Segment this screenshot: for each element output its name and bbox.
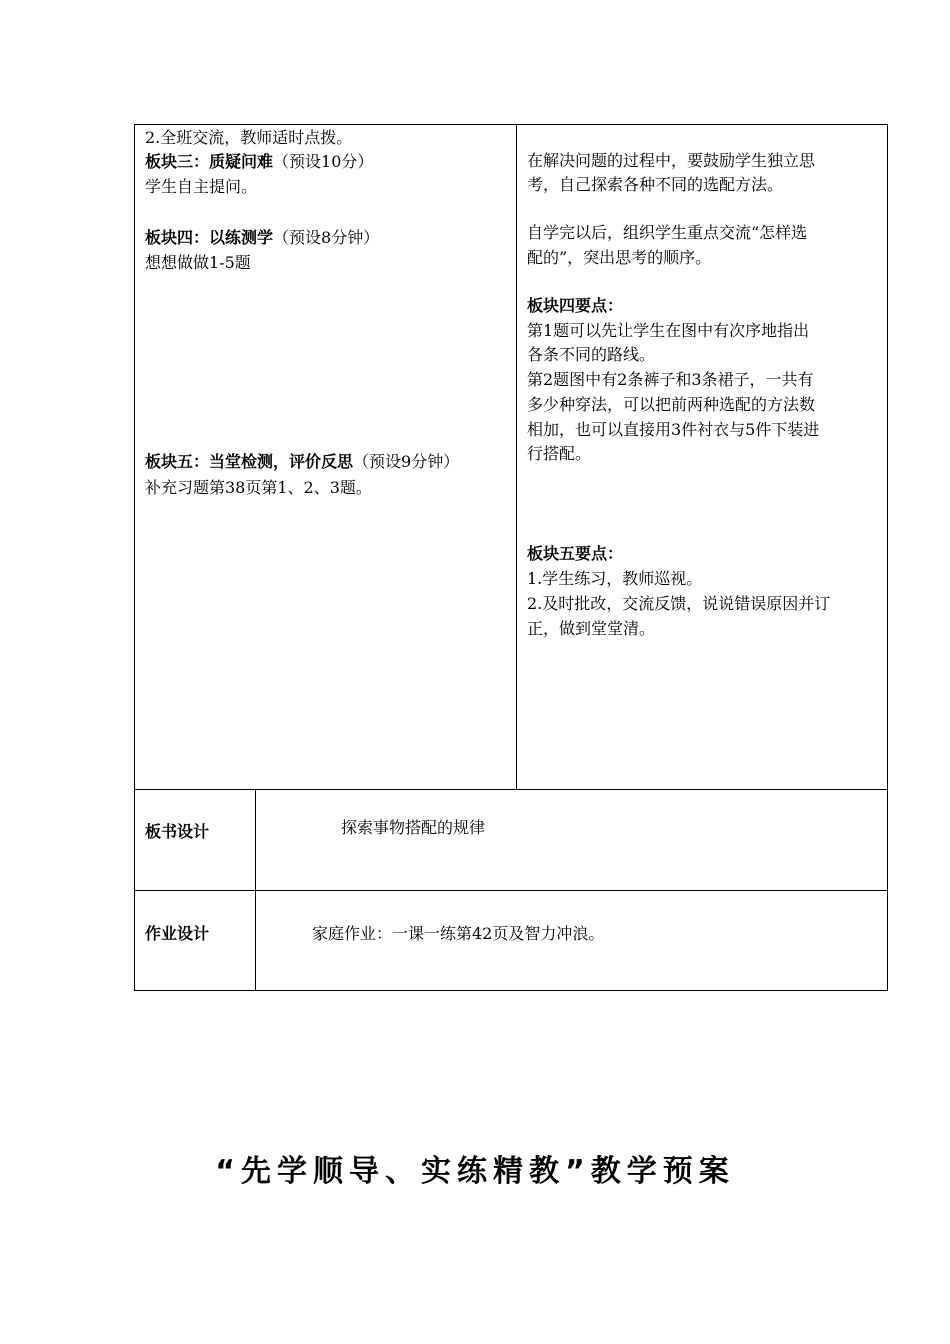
section4-row <box>145 226 379 250</box>
table-border-top <box>134 124 888 125</box>
board-design-content: 探索事物搭配的规律 <box>341 818 486 837</box>
section5-time: （预设9分钟） <box>353 452 460 471</box>
section4-points-heading: 板块四要点： <box>527 296 624 315</box>
column-divider <box>516 124 517 789</box>
left-line-1: 2.全班交流，教师适时点拨。 <box>145 128 353 147</box>
right-p1-line1: 在解决问题的过程中，要鼓励学生独立思 <box>527 151 816 170</box>
section4-heading: 板块四：以练测学 <box>145 228 274 247</box>
board-design-label: 板书设计 <box>145 822 210 841</box>
section4-time: （预设8分钟） <box>273 228 380 247</box>
right-p1-line2: 考，自己探索各种不同的选配方法。 <box>527 175 784 194</box>
section3-body: 学生自主提问。 <box>145 177 258 196</box>
homework-design-label: 作业设计 <box>145 924 210 943</box>
s4-line6: 行搭配。 <box>527 444 592 463</box>
s4-line1: 第1题可以先让学生在图中有次序地指出 <box>527 321 810 340</box>
section5-points-heading: 板块五要点： <box>527 544 624 563</box>
s5-line2: 2.及时批改，交流反馈，说说错误原因并订 <box>527 594 831 613</box>
s4-line2: 各条不同的路线。 <box>527 345 656 364</box>
s5-line3: 正，做到堂堂清。 <box>527 619 656 638</box>
s4-line5: 相加，也可以直接用3件衬衣与5件下装进 <box>527 420 820 439</box>
s5-line1: 1.学生练习，教师巡视。 <box>527 569 703 588</box>
section5-body: 补充习题第38页第1、2、3题。 <box>145 478 372 497</box>
table-border-right <box>887 124 888 991</box>
next-section-title: “先学顺导、实练精教”教学预案 <box>215 1154 735 1189</box>
s4-line4: 多少种穿法，可以把前两种选配的方法数 <box>527 395 816 414</box>
homework-design-content: 家庭作业：一课一练第42页及智力冲浪。 <box>312 924 605 943</box>
section3-heading: 板块三：质疑问难 <box>145 152 274 171</box>
row-divider-homework <box>134 890 888 891</box>
label-column-divider <box>255 789 256 991</box>
section5-heading: 板块五：当堂检测，评价反思 <box>145 452 354 471</box>
row-divider-board <box>134 789 888 790</box>
table-border-bottom <box>134 990 888 991</box>
s4-line3: 第2题图中有2条裤子和3条裙子，一共有 <box>527 370 814 389</box>
right-p2-line1: 自学完以后，组织学生重点交流“怎样选 <box>527 223 808 242</box>
right-p2-line2: 配的”，突出思考的顺序。 <box>527 248 712 267</box>
section3-row <box>145 150 373 174</box>
section3-time: （预设10分） <box>273 152 374 171</box>
section4-body: 想想做做1-5题 <box>145 253 251 272</box>
table-border-left <box>134 124 135 991</box>
section5-row <box>145 450 459 474</box>
